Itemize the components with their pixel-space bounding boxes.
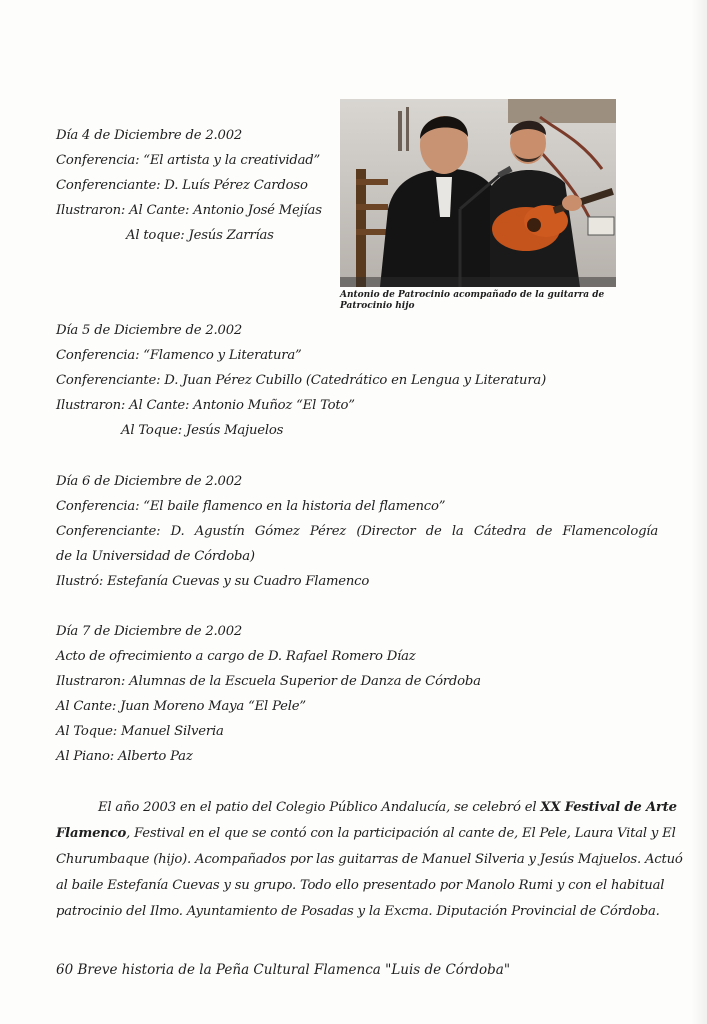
s1-date: Día 4 de Diciembre de 2.002 [56,128,243,143]
s3-speaker-line2: de la Universidad de Córdoba) [56,549,255,564]
paragraph-line-2-text: , Festival en el que se contó con la participación al cante de, El Pele, Laura Vital y El [126,826,676,841]
s3-illustrated: Ilustró: Estefanía Cuevas y su Cuadro Flamenco [56,574,370,589]
s2-toque: Al Toque: Jesús Majuelos [121,423,284,438]
s3-speaker-line1: Conferenciante: D. Agustín Gómez Pérez (Director de la Cátedra de Flamencología [56,524,658,539]
paragraph-line-1-text: El año 2003 en el patio del Colegio Público Andalucía, se celebró el [98,800,541,815]
s3-conference: Conferencia: “El baile flamenco en la historia del flamenco” [56,499,446,514]
s3-date: Día 6 de Diciembre de 2.002 [56,474,243,489]
paragraph-line-5: patrocinio del Ilmo. Ayuntamiento de Posadas y la Excma. Diputación Provincial de Córdoba. [56,904,660,919]
paragraph-line-1 [98,800,677,816]
performers-photo [340,99,616,287]
page-footer: 60 Breve historia de la Peña Cultural Flamenca "Luis de Córdoba" [56,962,511,978]
s1-illustrated: Ilustraron: Al Cante: Antonio José Mejías [56,203,322,218]
photo-drawing [340,99,616,287]
s4-cante: Al Cante: Juan Moreno Maya “El Pele” [56,699,306,714]
s4-toque: Al Toque: Manuel Silveria [56,724,224,739]
s1-toque: Al toque: Jesús Zarrías [126,228,274,243]
photo-caption: Antonio de Patrocinio acompañado de la guitarra de Patrocinio hijo [340,290,605,311]
paragraph-line-2 [56,826,676,842]
s4-act: Acto de ofrecimiento a cargo de D. Rafael Romero Díaz [56,649,416,664]
s2-date: Día 5 de Diciembre de 2.002 [56,323,243,338]
festival-name-part1: XX Festival de Arte [540,800,677,815]
paragraph-line-3: Churumbaque (hijo). Acompañados por las guitarras de Manuel Silveria y Jesús Majuelos. Actuó [56,852,683,867]
s4-illustrated: Ilustraron: Alumnas de la Escuela Superior de Danza de Córdoba [56,674,481,689]
s4-piano: Al Piano: Alberto Paz [56,749,193,764]
s1-speaker: Conferenciante: D. Luís Pérez Cardoso [56,178,308,193]
page-edge-shadow [691,0,707,1024]
s2-illustrated: Ilustraron: Al Cante: Antonio Muñoz “El Toto” [56,398,355,413]
s1-conference: Conferencia: “El artista y la creatividad” [56,153,321,168]
s2-speaker: Conferenciante: D. Juan Pérez Cubillo (Catedrático en Lengua y Literatura) [56,373,547,388]
paragraph-line-4: al baile Estefanía Cuevas y su grupo. Todo ello presentado por Manolo Rumi y con el habitual [56,878,665,893]
s2-conference: Conferencia: “Flamenco y Literatura” [56,348,302,363]
festival-name-part2: Flamenco [56,826,127,841]
s4-date: Día 7 de Diciembre de 2.002 [56,624,243,639]
